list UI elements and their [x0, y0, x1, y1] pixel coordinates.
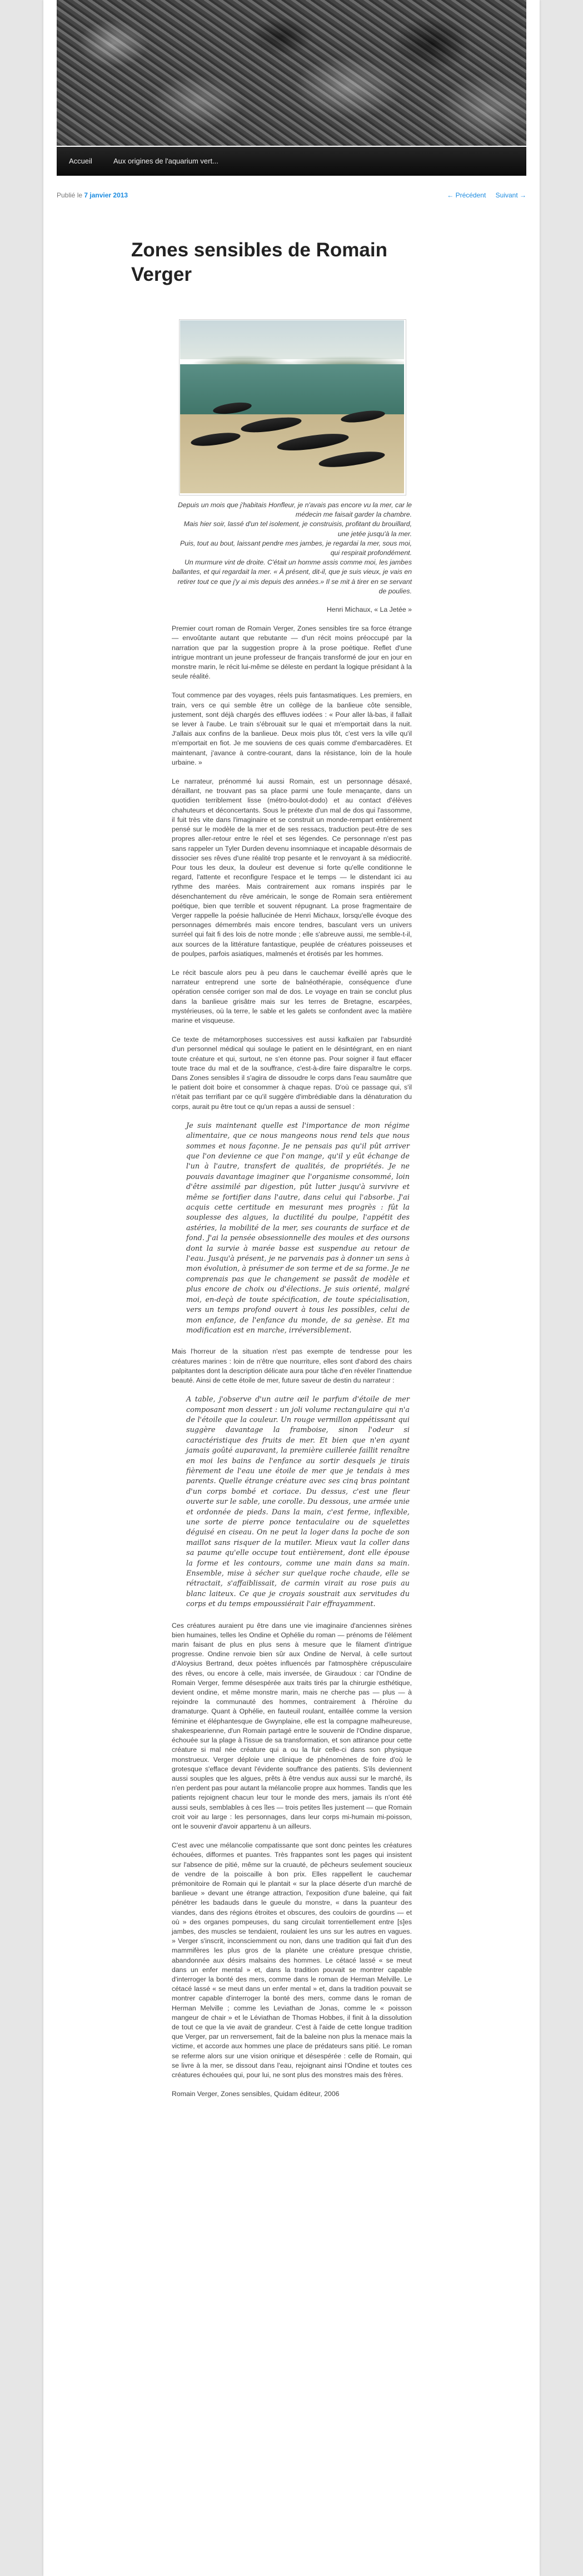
nav-item-origines[interactable]: Aux origines de l'aquarium vert...: [113, 157, 218, 165]
post-navigation: [439, 191, 526, 199]
previous-post-link[interactable]: ← Précédent: [447, 191, 486, 199]
post-meta: [57, 191, 526, 202]
block-quote: Je suis maintenant quelle est l'importance de mon régime alimentaire, que ce nous mangeons nous rend tels que nous sommes et nous façonne. Je ne pensais pas qu'il pût arriver que l'on devienne ce que l'on mange, qu'il y eût échange de l'un à l'autre, transfert de qualités, de propriétés. Je ne pouvais davantage imaginer que l'organisme consommé, loin d'être assimilé par digestion, pût lutter jusqu'à survivre et même se fortifier dans l'autre, dans celui qui l'absorbe. J'ai acquis cette certitude en mesurant mes progrès : fût la souplesse des algues, la ductilité du poulpe, l'appétit des astéries, la mobilité de la mer, ses courants de surface et de fond. J'ai la pensée obsessionnelle des moules et des oursons dont la survie à marée basse est suspendue au retour de l'eau. Jusqu'à présent, je ne parvenais pas à donner un sens à mon évolution, à présumer de son terme et de sa forme. Je ne comprenais pas que le changement se passât de modèle et plus encore de choix ou d'élections. Je suis orienté, malgré moi, en-deçà de toute spécification, de toute spécialisation, vers un temps profond ouvert à tous les possibles, celui de mon enfance, de l'enfance du monde, de sa genèse. Et ma modification est en marche, irréversiblement.: [186, 1121, 410, 1335]
page: [43, 0, 540, 2576]
paragraph: Ce texte de métamorphoses successives est aussi kafkaïen par l'absurdité d'un personnel médical qui soulage le patient en le désintégrant, en en niant toute créature et qui, surtout, ne s'en étonne pas. Pour soigner il faut effacer toute trace du mal et de la souffrance, c'est-à-dire faire disparaître le corps. Dans Zones sensibles il s'agira de dissoudre le corps dans l'eau saumâtre que le patient doit boire et consommer à chaque repas. D'où ce passage qui, s'il n'était pas terrifiant par ce qu'il suggère d'imbrédiable dans la dénaturation du corps, aurait pu être tout ce qu'un repas a aussi de sensuel :: [172, 1036, 412, 1111]
epigraph-line: Un murmure vint de droite. C'était un homme assis comme moi, les jambes ballantes, et qui regardait la mer. « À présent, dit-il, que je suis vieux, je vais en retirer tout ce que j'y ai mis depuis des années.» Il se mit à tirer en se servant de poulies.: [172, 558, 412, 595]
paragraph: Premier court roman de Romain Verger, Zones sensibles tire sa force étrange — envoûtante autant que rebutante — d'un récit moins préoccupé par la narration que par la suggestion propre à la prose poétique. Reflet d'une intrigue montrant un jeune professeur de français transformé de jour en jour en monstre marin, le récit lui-même se déleste en perdant la logique présidant à la seule réalité.: [172, 625, 412, 681]
paragraph: Tout commence par des voyages, réels puis fantasmatiques. Les premiers, en train, vers ce qui semble être un collège de la banlieue côte sensible, justement, sont déjà chargés des effluves iodées : « Pour aller là-bas, il fallait se lever à l'aube. Le train s'ébrouait sur le quai et m'emportait dans la nuit. J'allais aux confins de la banlieue. Deux mois plus tôt, c'est vers la ville qu'il m'emportait en fiot. Je me souviens de ces quais comme d'embarcadères. Et maintenant, j'avance à contre-courant, dans la résistance, loin de la houle urbaine. »: [172, 691, 412, 766]
epigraph-attribution: Henri Michaux, « La Jetée »: [326, 606, 412, 614]
posted-on: [57, 191, 128, 199]
next-post-link[interactable]: Suivant →: [495, 191, 526, 199]
posted-prefix: Publié le: [57, 191, 83, 199]
paragraph: Mais l'horreur de la situation n'est pas exempte de tendresse pour les créatures marines : loin de n'être que nourriture, elles sont d'abord des chairs palpitantes dont la description délicate aura pour tâche d'en révéler l'inattendue beauté. Ainsi de cette étoile de mer, future saveur de destin du narrateur :: [172, 1348, 412, 1384]
stranded-whales-photo: [179, 319, 406, 496]
post-content: [172, 501, 412, 2108]
post-title: Zones sensibles de Romain Verger: [131, 239, 387, 285]
epigraph-line: Mais hier soir, lassé d'un tel isolement, je construisis, profitant du brouillard, une jetée jusqu'à la mer.: [183, 520, 412, 538]
photo-hills: [180, 342, 404, 367]
main-navigation: [57, 147, 526, 176]
paragraph: Ces créatures auraient pu être dans une vie imaginaire d'anciennes sirènes bien humaines, telles les Ondine et Ophélie du roman — prénoms de l'élément marin faisant de plus en plus sens à mesure que le filament d'intrigue progresse. Ondine renvoie bien sûr aux Ondine de Nerval, à celle surtout d'Aloysius Bertrand, deux poètes influencés par l'atmosphère crépusculaire des rêves, ou encore à celle, mais inversée, de Giraudoux : car l'Ondine de Romain Verger, femme désespérée aux traits tirés par la chirurgie esthétique, devient ondine, et même monstre marin, mais ne cherche pas — plus — à rejoindre la communauté des hommes, contrairement à l'héroïne du dramaturge. Quant à Ophélie, en fauteuil roulant, entaillée comme la version féminine et éléphantesque de Gwynplaine, elle est la compagne malheureuse, shakespearienne, d'un Romain partagé entre le souvenir de l'Ondine disparue, échouée sur la plage à l'issue de sa transformation, et son attirance pour cette créature si mal née créature qui a ou la fuir celle-ci dans son physique monstrueux. Verger déploie une clinique de phénomènes de foire d'où le grotesque s'efface devant l'évidente souffrance des patients. S'ils deviennent aussi souples que les algues, prêts à être vendus aux aussi sur le marché, ils n'en perdent pas pour autant la mélancolie propre aux hommes. Tandis que les patients rejoignent chacun leur tour le monde des mers, jamais ils n'ont été aussi seuls, semblables à ces îles — trois petites îles justement — que Romain croit voir au large : les personnages, dans leur corps mi-humain mi-poisson, ont le souvenir d'avoir appartenu à un ailleurs.: [172, 1621, 412, 1830]
block-quote: A table, j'observe d'un autre œil le parfum d'étoile de mer composant mon dessert : un joli volume rectangulaire qui n'a de l'étoile que la couleur. Un rouge vermillon appétissant qui suggère davantage la framboise, sinon l'odeur si caractéristique des fruits de mer. Et bien que n'en ayant jamais goûté auparavant, la première cuillerée faillit renaître en moi les bains de l'enfance au sortir desquels je tirais fièrement de l'eau une étoile de mer que je tendais à mes parents. Quelle étrange créature avec ses cinq bras pointant d'un corps bombé et coriace. Du dessus, c'est une fleur ouverte sur le sable, une corolle. Du dessous, une armée unie et ordonnée de pieds. Dans la main, c'est ferme, inflexible, une sorte de pierre ponce tentaculaire ou de squelettes déguisé en ciseau. On ne peut la loger dans la poche de son maillot sans risquer de la mutiler. Mieux vaut la coller dans sa paume qu'elle occupe tout entièrement, dont elle épouse la forme et les contours, comme une main dans sa main. Ensemble, mise à sécher sur quelque roche chaude, elle se rétractait, s'affaiblissait, de carmin virait au rose puis au blanc laiteux. Ce que je croyais soustrait aux servitudes du corps et du temps empoussiérait l'air effrayamment.: [186, 1395, 410, 1609]
epigraph-line: Puis, tout au bout, laissant pendre mes jambes, je regardai la mer, sous moi, qui respirait profondément.: [180, 539, 412, 557]
paragraph: Le narrateur, prénommé lui aussi Romain, est un personnage désaxé, déraillant, ne trouvant pas sa place parmi une foule menaçante, dans un quotidien terriblement lisse (métro-boulot-dodo) et au contact d'élèves chahuteurs et déconcertants. Sous le prétexte d'un mal de dos qui l'assomme, il fuit très vite dans l'imaginaire et se construit un monde-rempart entièrement pensé sur le modèle de la mer et de ses ressacs, traduction peut-être de ses propres aller-retour entre le réel et ses légendes. Ce personnage n'est pas sans rappeler un Tyler Durden devenu insomniaque et incapable désormais de dissocier ses rêves d'une réalité trop pesante et le renvoyant à sa médiocrité. Pour tous les deux, la douleur est devenue si forte qu'elle conditionne le regard, l'attente et reconfigure l'espace et le temps — le distendant ici au rythme des marées. Mais contrairement aux romans inspirés par le désenchantement du rêve américain, le songe de Romain sera entièrement poétique, bien que terrible et souvent répugnant. La prose fragmentaire de Verger rappelle la poésie hallucinée de Henri Michaux, lorsqu'elle évoque des personnages démembrés mais encore tendres, basculant vers un univers surréel qui fait fi des lois de notre monde ; elle s'abreuve aussi, me semble-t-il, aux sources de la littérature fantastique, peuplée de créatures poisseuses et de poulpes, parfois asiatiques, malmenés et érotisés par les hommes.: [172, 777, 412, 958]
book-reference: Romain Verger, Zones sensibles, Quidam éditeur, 2006: [172, 2090, 340, 2098]
nav-item-accueil[interactable]: Accueil: [69, 157, 92, 165]
posted-date[interactable]: 7 janvier 2013: [84, 191, 128, 199]
paragraph: Le récit bascule alors peu à peu dans le cauchemar éveillé après que le narrateur entreprend une sorte de balnéothérapie, conséquence d'une opération censée corriger son mal de dos. Le voyage en train se conclut plus dans la banlieue grisâtre mais sur les terres de Bretagne, escarpées, mystérieuses, où la terre, le sable et les galets se confondent avec la matière marine et visqueuse.: [172, 968, 412, 1024]
epigraph-line: Depuis un mois que j'habitais Honfleur, je n'avais pas encore vu la mer, car le médecin me faisait garder la chambre.: [178, 501, 412, 519]
paragraph: C'est avec une mélancolie compatissante que sont donc peintes les créatures échouées, difformes et puantes. Très frappantes sont les pages qui insistent sur l'absence de pitié, même sur la cruauté, de pêcheurs seulement soucieux de vendre de la poiscaille à bon prix. Elles rappellent le cauchemar prémonitoire de Romain qui le plantait « sur la place déserte d'un marché de banlieue » devant une étrange attraction, l'exposition d'une baleine, qui fait pénétrer les badauds dans le gueule du monstre, « dans la puanteur des viandes, dans des régions étroites et obscures, des couloirs de gourdins — et où » des organes pompeuses, du sang circulait torrentiellement entre [s]es jambes, des muscles se tendaient, roulaient les uns sur les autres en vagues. » Verger s'inscrit, inconsciemment ou non, dans une tradition qui fait d'un des mammifères les plus gros de la planète une créature presque christie, abandonnée aux désirs malsains des hommes. Le cétacé lassé « se meut dans un enfer mental » et, dans la tradition pouvait se montrer capable d'interroger la bonté des mers, comme dans le roman de Herman Melville. Le cétacé lassé « se meut dans un enfer mental » et, dans la tradition pouvait se montrer capable d'interroger la bonté des mers, comme dans le roman de Herman Melville ; comme les Leviathan de Jonas, comme le « poisson mangeur de chair » et le Léviathan de Thomas Hobbes, il finit à la dissolution de tout ce que la vie avait de grandeur. C'est à l'aide de cette longue tradition que Verger, par un renversement, fait de la baleine non plus la menace mais la victime, et accorde aux hommes une place de prédateurs sans pitié. Le roman se referme alors sur une vision onirique et désespérée : celle de Romain, qui se livre à la mer, se dissout dans l'eau, rejoignant ainsi l'Ondine et toutes ces créatures échouées qui, pour lui, ne sont plus des monstres mais des frères.: [172, 1841, 412, 2079]
header-image: [57, 0, 526, 146]
epigraph: [172, 501, 412, 596]
